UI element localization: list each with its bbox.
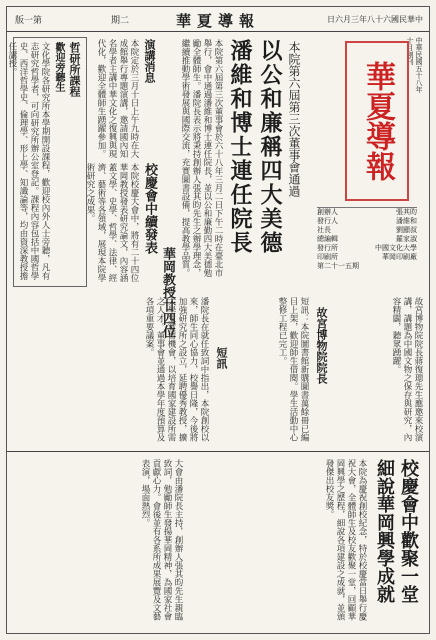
main-headline-2: 潘維和博士連任院長: [227, 39, 253, 255]
header-title: 華夏導報: [175, 12, 261, 30]
seminar-title: 演講消息: [143, 39, 156, 83]
section-divider: [7, 451, 429, 452]
masthead-info: [317, 207, 417, 284]
article-text: 本院第六屆第三次董事會於六十八年三月二日下午二時在臺北市舉行，會中通過潘維和博士連任院長，並以公和廉勤四大美德勉勵全體師生。潘院長表示將秉持創辦人張其昀先生之辦學理念，繼續推動學術發展與國際交流，充實圖書設備，提高教學品質。: [180, 39, 223, 277]
short-news-title: 短訊: [215, 347, 228, 369]
lower-article-text: 本院為慶祝創校紀念，特於校慶當日舉行慶祝大會，全體師生及校友歡聚一堂，回顧華岡興學之歷程，細說各項建設之成就，並頒發傑出校友獎。: [324, 459, 367, 621]
anniversary-sub: 華岡教授廿四位: [160, 247, 175, 338]
faculty-sub: 歡迎旁聽生: [53, 42, 64, 92]
info-row: 發行人 潘維和: [317, 217, 417, 225]
seminar-text: 本院定於三月十日上午九時在大成館舉行專題演講，邀請國內知名學者主講中華文化之復興與現代化，歡迎全體師生踴躍參加。: [96, 39, 139, 158]
faculty-box: [7, 37, 87, 287]
page-label: 版一第: [15, 16, 43, 26]
lower-headline-2: 細說華岡興學成就: [374, 459, 395, 603]
page-header: [7, 7, 429, 32]
lower-article-text-2: 大會由潘院長主持，創辦人張其昀先生親臨致詞，勉勵師生發揚華岡精神，為國家社會貢獻心力。會後並有各系所成果展覽及文藝表演，場面熱烈。: [140, 459, 183, 621]
anniversary-text: 本院校慶大會中，將有二十四位華岡教授發表研究論文，內容涵蓋文學、史學、哲學、法律、經濟、藝術等各領域，展現本院學術研究之成果。: [85, 163, 139, 282]
anniversary-title: 校慶會中續發表: [142, 163, 157, 254]
info-row: 總編輯 羅家淑: [317, 235, 417, 243]
main-headline-1: 以公和廉稱四大美德: [257, 39, 283, 255]
museum-text: 故宮博物院院長蔣復璁先生應邀來校演講，講題為中國文物之保存與研究，內容精闢，聽眾踴躍。: [391, 297, 423, 442]
short-news-text: 短訊：本院圖書館新購圖書萬餘冊已編目上架，歡迎師生借閱。學生活動中心整修工程已完工。: [277, 297, 309, 442]
article-text-2: 潘院長在就任致詞中指出，本院創校以來，師生同心協力，校譽日隆，今後將加強研究所之設立，延聘優秀教授，擴大學生實習機會，以培育國家建設所需之人才。董事會並通過本學年度預算及各項重要議案。: [144, 297, 209, 442]
issue-label: 期二: [111, 16, 130, 26]
header-date: 日六月三年八十六國民華中: [327, 15, 423, 24]
masthead-logo-box: [345, 41, 409, 201]
masthead-founding: 中華民國五十八年十月創刊: [406, 37, 423, 93]
info-row: 印刷所 華岡印刷廠: [317, 253, 417, 261]
museum-title: 故宮博物院院長: [315, 307, 328, 384]
lower-headline-1: 校慶會中歡聚一堂: [398, 459, 419, 603]
info-row: 發行所 中國文化大學: [317, 244, 417, 252]
main-subhead: 本院第六屆第三次董事會通過: [287, 41, 301, 197]
newspaper-page: [6, 6, 430, 634]
info-row: 社長 劉顯叔: [317, 226, 417, 234]
faculty-title: 哲研所課程: [68, 42, 81, 97]
faculty-text: 文化學院各研究所本學期開設課程，歡迎校內外人士旁聽，凡有志研究哲學者，可向研究所辦公室登記。課程內容包括中國哲學史、西洋哲學史、倫理學、形上學、知識論等，均由資深教授擔任講授。: [7, 42, 50, 280]
issue-number: 第二十一五期: [317, 262, 359, 270]
masthead: [311, 37, 423, 285]
masthead-title: 華夏導報: [360, 61, 395, 181]
info-row: 創辦人 張其昀: [317, 208, 417, 216]
